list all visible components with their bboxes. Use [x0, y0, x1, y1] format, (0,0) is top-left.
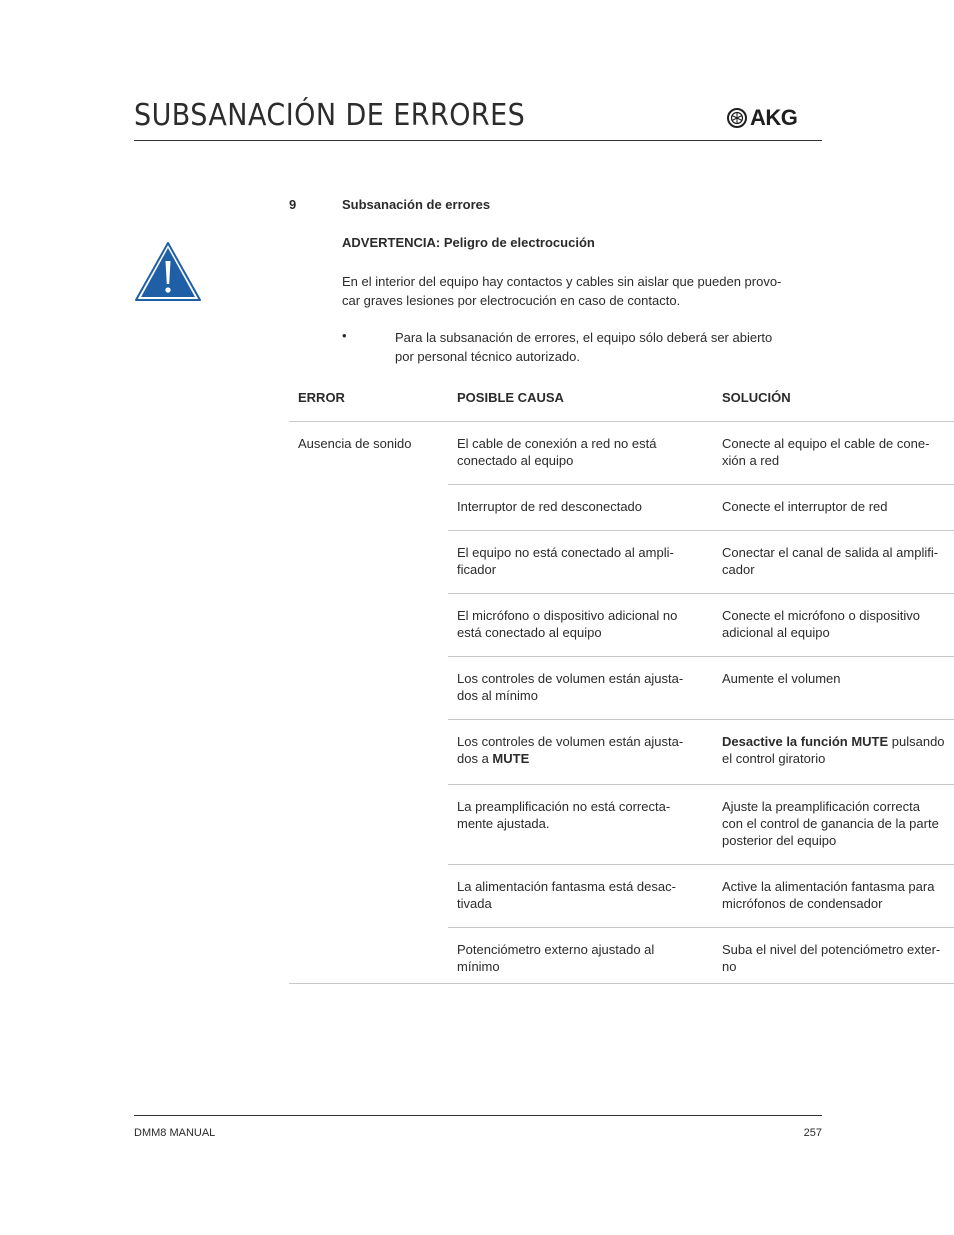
- solution-line: con el control de ganancia de la parte: [722, 816, 939, 831]
- cause-line: Interruptor de red desconectado: [457, 499, 643, 514]
- cause-line: mínimo: [457, 959, 500, 974]
- cause-cell: [457, 878, 712, 912]
- bullet-text: [395, 328, 825, 366]
- solution-cell: [722, 498, 954, 515]
- cause-line: La alimentación fantasma está desac-: [457, 879, 676, 894]
- cause-cell: [457, 941, 712, 975]
- section-title: Subsanación de errores: [342, 197, 491, 212]
- solution-bold: Desactive la función MUTE: [722, 734, 889, 749]
- solution-cell: [722, 733, 954, 767]
- akg-logo: [727, 106, 797, 130]
- cause-cell: [457, 498, 712, 515]
- solution-line: adicional al equipo: [722, 625, 830, 640]
- cause-line: [457, 750, 712, 767]
- solution-line: Active la alimentación fantasma para: [722, 879, 935, 894]
- solution-line: Conecte el micrófono o dispositivo: [722, 608, 920, 623]
- solution-line: cador: [722, 562, 755, 577]
- table-row: [448, 785, 954, 865]
- solution-rest: pulsando: [888, 734, 945, 749]
- warning-text: [342, 272, 832, 310]
- solution-line: Conecte al equipo el cable de cone-: [722, 436, 930, 451]
- bullet-symbol: •: [342, 328, 347, 343]
- table-row: [448, 531, 954, 594]
- footer-manual-name: DMM8 MANUAL: [134, 1127, 216, 1139]
- table-row: [448, 422, 954, 485]
- page-title: SUBSANACIÓN DE ERRORES: [134, 98, 526, 133]
- cause-cell: [457, 798, 712, 832]
- troubleshooting-table: [289, 380, 954, 974]
- footer-divider: [134, 1115, 822, 1116]
- solution-cell: [722, 544, 954, 578]
- header-divider: [134, 140, 822, 141]
- cause-line: Los controles de volumen están ajusta-: [457, 671, 684, 686]
- table-row: [448, 657, 954, 720]
- solution-line: posterior del equipo: [722, 833, 837, 848]
- cause-line: La preamplificación no está correcta-: [457, 799, 671, 814]
- table-bottom-divider: [289, 983, 954, 984]
- cause-prefix: dos a: [457, 751, 493, 766]
- header-error: ERROR: [298, 390, 345, 405]
- warning-text-line: En el interior del equipo hay contactos y cables sin aislar que pueden provo-: [342, 274, 782, 289]
- table-row: [448, 928, 954, 990]
- cause-line: Los controles de volumen están ajusta-: [457, 734, 684, 749]
- cause-cell: [457, 435, 712, 469]
- solution-cell: [722, 607, 954, 641]
- table-row: [448, 720, 954, 785]
- solution-line: Conecte el interruptor de red: [722, 499, 888, 514]
- table-row: [448, 594, 954, 657]
- cause-line: conectado al equipo: [457, 453, 574, 468]
- cause-line: dos al mínimo: [457, 688, 538, 703]
- error-cell: Ausencia de sonido: [298, 436, 412, 451]
- solution-cell: [722, 670, 954, 687]
- table-rows: [448, 422, 954, 990]
- table-row: [448, 485, 954, 531]
- solution-line: Suba el nivel del potenciómetro exter-: [722, 942, 941, 957]
- solution-line: micrófonos de condensador: [722, 896, 883, 911]
- cause-line: El equipo no está conectado al ampli-: [457, 545, 674, 560]
- logo-text: AKG: [750, 105, 798, 130]
- cause-line: El micrófono o dispositivo adicional no: [457, 608, 678, 623]
- warning-text-line: car graves lesiones por electrocución en caso de contacto.: [342, 293, 681, 308]
- solution-line: Conectar el canal de salida al amplifi-: [722, 545, 939, 560]
- cause-line: está conectado al equipo: [457, 625, 602, 640]
- cause-cell: [457, 733, 712, 767]
- solution-line: el control giratorio: [722, 751, 826, 766]
- cause-line: El cable de conexión a red no está: [457, 436, 657, 451]
- cause-line: ficador: [457, 562, 497, 577]
- cause-cell: [457, 670, 712, 704]
- bullet-text-line: Para la subsanación de errores, el equipo sólo deberá ser abierto: [395, 330, 773, 345]
- warning-triangle-icon: [134, 241, 202, 302]
- cause-cell: [457, 544, 712, 578]
- cause-line: Potenciómetro externo ajustado al: [457, 942, 655, 957]
- warning-title: ADVERTENCIA: Peligro de electrocución: [342, 235, 595, 250]
- solution-cell: [722, 798, 954, 849]
- table-header: [289, 380, 954, 422]
- solution-line: no: [722, 959, 737, 974]
- cause-line: tivada: [457, 896, 492, 911]
- section-number: 9: [289, 197, 297, 212]
- mute-label: MUTE: [492, 751, 530, 766]
- page-number: 257: [803, 1127, 822, 1139]
- solution-cell: [722, 941, 954, 975]
- cause-line: mente ajustada.: [457, 816, 550, 831]
- solution-line: Aumente el volumen: [722, 671, 841, 686]
- bullet-text-line: por personal técnico autorizado.: [395, 349, 581, 364]
- header-solution: SOLUCIÓN: [722, 390, 791, 405]
- solution-cell: [722, 435, 954, 469]
- solution-line: [722, 733, 954, 750]
- solution-line: Ajuste la preamplificación correcta: [722, 799, 920, 814]
- solution-cell: [722, 878, 954, 912]
- solution-line: xión a red: [722, 453, 780, 468]
- table-row: [448, 865, 954, 928]
- akg-emblem-icon: [727, 108, 747, 128]
- cause-cell: [457, 607, 712, 641]
- header-cause: POSIBLE CAUSA: [457, 390, 564, 405]
